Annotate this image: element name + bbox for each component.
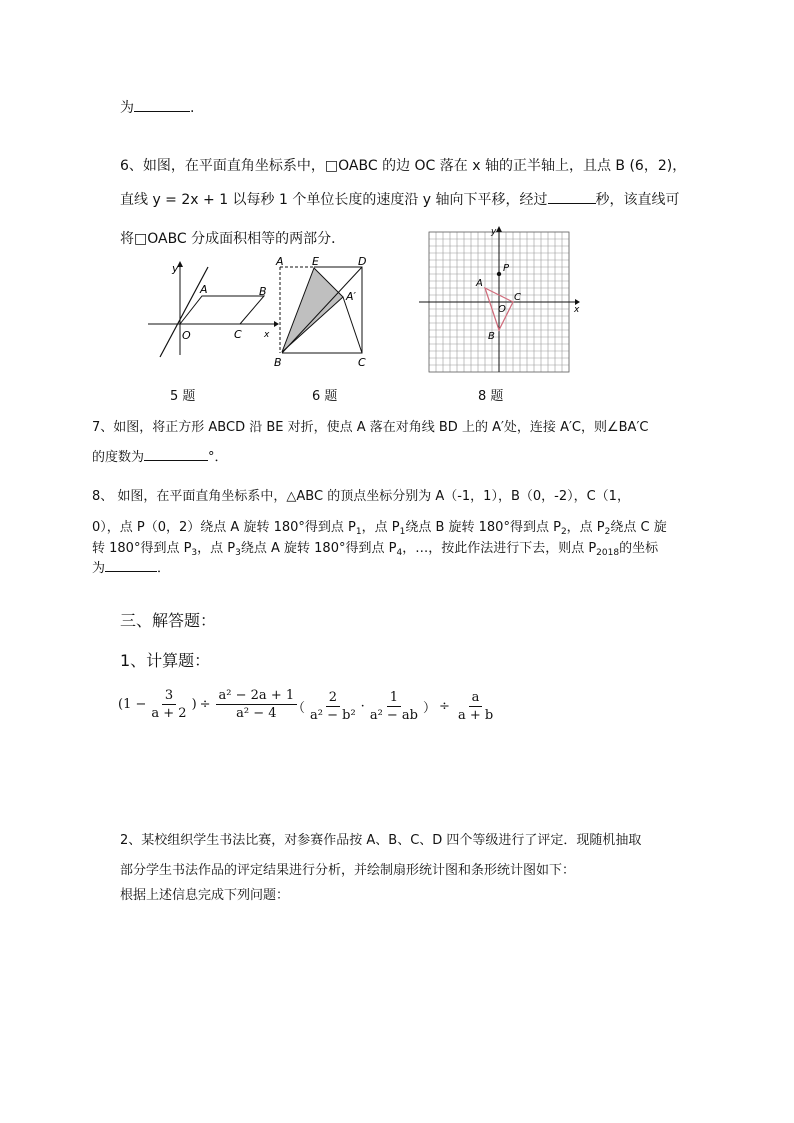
q6-answer-blank[interactable] [548, 189, 596, 204]
figure-6-square-fold [270, 254, 380, 374]
fig6-label-D: D [358, 255, 367, 268]
q6-line-2-b: 秒，该直线可 [595, 192, 680, 208]
expression-1 [118, 688, 299, 721]
fig6-label-C: C [358, 356, 366, 369]
q8-l2b: ，点 P [361, 520, 400, 535]
sub-2018: 2018 [596, 548, 620, 558]
e1-divide: ÷ [199, 697, 211, 712]
q8-l3e: 的坐标 [619, 541, 659, 556]
fig5-label-x: x [264, 330, 270, 340]
fig8-label-C: C [514, 292, 521, 303]
prev-answer-line [120, 97, 194, 117]
figure-8-grid [414, 226, 584, 376]
fig8-label-A: A [476, 278, 483, 289]
q7-line-1: 7、如图，将正方形 ABCD 沿 BE 对折，使点 A 落在对角线 BD 上的 A′处，连接 A′C，则∠BA′C [92, 420, 649, 435]
fig5-label-A: A [200, 283, 208, 296]
e2-op: · [360, 699, 365, 714]
figure-5-parallelogram [140, 255, 280, 365]
e2-fraction-3 [455, 690, 496, 723]
prev-prefix: 为 [120, 100, 134, 116]
fig8-label-x: x [574, 305, 580, 315]
q8-answer-blank[interactable] [105, 557, 157, 572]
q6-line-2 [120, 189, 680, 209]
fig6-label-E: E [312, 255, 319, 268]
q8-l3c: 绕点 A 旋转 180°得到点 P [240, 541, 397, 556]
fig5-label-C: C [234, 328, 242, 341]
fig5-label-B: B [259, 285, 267, 298]
e2-open: （ [292, 701, 306, 716]
fig8-label-B: B [488, 331, 495, 342]
q8-l2d: ，点 P [566, 520, 605, 535]
q8-l4a: 为 [92, 561, 106, 576]
fig8-label-P: P [503, 263, 510, 274]
sub-2: 2 [560, 527, 567, 537]
fig5-label-y: y [172, 262, 179, 275]
sub-2b: 2 [604, 527, 611, 537]
q8-l2e: 绕点 C 旋 [610, 520, 667, 535]
q2-line-3: 根据上述信息完成下列问题： [120, 888, 290, 903]
q8-l4b: ． [157, 561, 171, 576]
figure-8-caption: 8 题 [478, 389, 504, 404]
q8-line-2 [92, 516, 667, 537]
q8-l3b: ，点 P [197, 541, 236, 556]
e2-close: ） [423, 701, 437, 716]
fig8-label-y: y [491, 227, 497, 237]
fig5-label-O: O [182, 329, 191, 342]
e1-fraction-2 [216, 688, 298, 721]
question-1-title: 1、计算题： [120, 651, 211, 670]
q8-line-3 [92, 537, 658, 558]
e2-f3-num: a [469, 690, 483, 707]
e2-fraction-1 [307, 690, 359, 723]
fig6-label-A-prime: A′ [346, 290, 357, 303]
e2-divide: ÷ [439, 699, 450, 714]
e1-f1-num: 3 [162, 688, 176, 705]
e2-fraction-2 [367, 690, 421, 723]
figure-6-caption: 6 题 [312, 389, 338, 404]
q7-line-2 [92, 446, 228, 465]
e2-f2-num: 1 [387, 690, 401, 707]
e1-f2-den: a² − 4 [236, 706, 277, 721]
e1-close: ) [191, 697, 197, 712]
q8-l2c: 绕点 B 旋转 180°得到点 P [405, 520, 561, 535]
e1-f2-num: a² − 2a + 1 [216, 688, 298, 705]
e2-f1-num: 2 [326, 690, 340, 707]
q2-line-1: 2、某校组织学生书法比赛，对参赛作品按 A、B、C、D 四个等级进行了评定．现随机抽取 [120, 833, 642, 848]
q6-line-2-a: 直线 y = 2x + 1 以每秒 1 个单位长度的速度沿 y 轴向下平移，经过 [120, 192, 548, 208]
q8-line-1: 8、 如图，在平面直角坐标系中，△ABC 的顶点坐标分别为 A（-1，1），B（0，-2），C（1， [92, 489, 630, 504]
q8-l3a: 转 180°得到点 P [92, 541, 192, 556]
q8-l2a: 0），点 P（0，2）绕点 A 旋转 180°得到点 P [92, 520, 356, 535]
fig6-label-A: A [276, 255, 284, 268]
q7-line-2-b: °． [208, 450, 228, 465]
sub-1: 1 [355, 527, 362, 537]
e2-f1-den: a² − b² [310, 708, 356, 723]
e1-f1-den: a + 2 [151, 706, 187, 721]
e1-open: (1 − [118, 697, 147, 712]
expression-2 [292, 690, 498, 723]
q8-l3d: ，…，按此作法进行下去，则点 P [402, 541, 597, 556]
e2-f2-den: a² − ab [369, 708, 419, 723]
q6-line-3: 将□OABC 分成面积相等的两部分． [120, 231, 346, 247]
q6-line-1: 6、如图，在平面直角坐标系中，□OABC 的边 OC 落在 x 轴的正半轴上，且点 B (6，2)， [120, 158, 687, 174]
q7-answer-blank[interactable] [144, 446, 208, 461]
q8-line-4 [92, 557, 170, 576]
sub-3: 3 [191, 548, 198, 558]
sub-3b: 3 [235, 548, 241, 558]
answer-blank[interactable] [134, 97, 190, 112]
q7-line-2-a: 的度数为 [92, 450, 145, 465]
e1-fraction-1 [148, 688, 189, 721]
fig8-label-O: O [498, 304, 506, 315]
q2-line-2: 部分学生书法作品的评定结果进行分析，并绘制扇形统计图和条形统计图如下： [120, 863, 576, 878]
prev-suffix: . [190, 100, 195, 116]
section-3-title: 三、解答题： [120, 611, 217, 630]
fig6-label-B: B [274, 356, 282, 369]
figure-5-caption: 5 题 [170, 389, 196, 404]
sub-4: 4 [396, 548, 403, 558]
e2-f3-den: a + b [457, 708, 494, 723]
sub-1b: 1 [399, 527, 406, 537]
